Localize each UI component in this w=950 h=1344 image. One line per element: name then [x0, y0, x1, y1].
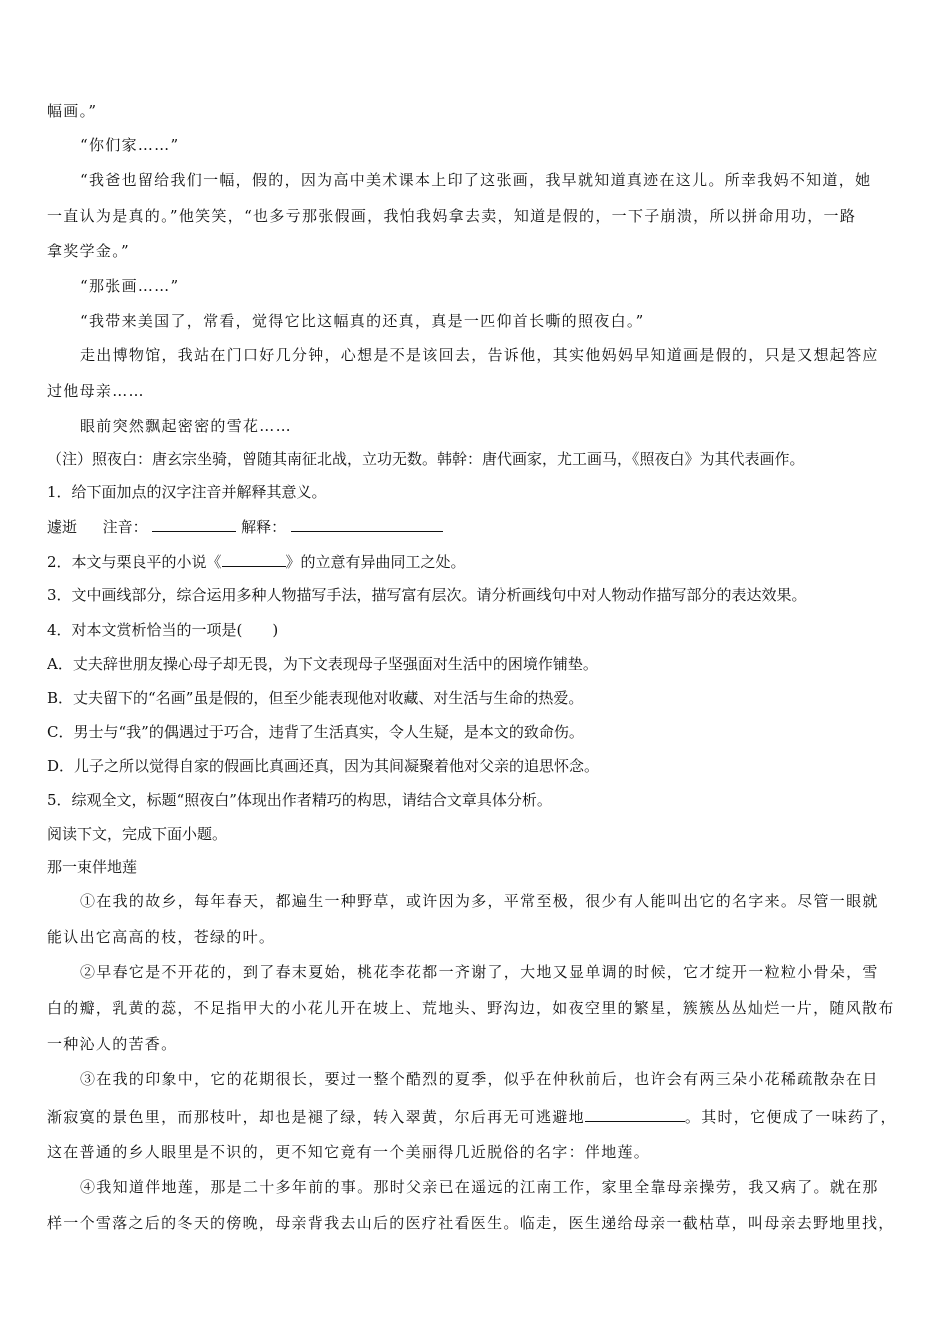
story2-line-7-text: 渐寂寞的景色里，而那枝叶，却也是褪了绿，转入翠黄，尔后再无可逃避地 [47, 1108, 585, 1126]
pinyin-blank[interactable] [152, 516, 236, 532]
meaning-label: 解释： [241, 518, 287, 536]
story2-line-10: 样一个雪落之后的冬天的傍晚，母亲背我去山后的医疗社看医生。临走，医生递给母亲一截枯草，叫母亲去野地里找， [47, 1214, 895, 1232]
story1-line-7: “我带来美国了，常看，觉得它比这幅真的还真，真是一匹仰首长嘶的照夜白。” [80, 312, 645, 330]
option-b: B．丈夫留下的“名画”虽是假的，但至少能表现他对收藏、对生活与生命的热爱。 [47, 689, 584, 707]
question-2-suffix: 》的立意有异曲同工之处。 [285, 553, 466, 571]
question-1: 1．给下面加点的汉字注音并解释其意义。 [47, 483, 327, 501]
story1-line-10: 眼前突然飘起密密的雪花…… [80, 417, 292, 435]
question-5: 5．综观全文，标题“照夜白”体现出作者精巧的构思，请结合文章具体分析。 [47, 791, 552, 809]
story1-line-1: 幅画。” [47, 102, 98, 120]
story2-line-6: ③在我的印象中，它的花期很长，要过一整个酷烈的夏季，似乎在仲秋前后，也许会有两三朵小花稀疏散杂在日 [80, 1070, 879, 1088]
story2-line-5: 一种沁人的苦香。 [47, 1035, 178, 1053]
story1-line-2: “你们家……” [80, 136, 180, 154]
story2-line-2: 能认出它高高的枝，苍绿的叶。 [47, 928, 276, 946]
story1-line-3: “我爸也留给我们一幅，假的，因为高中美术课本上印了这张画，我早就知道真迹在这儿。所幸我妈不知道，她 [80, 171, 872, 189]
story2-line-7-tail: 。其时，它便成了一味药了， [684, 1108, 897, 1126]
option-c: C．男士与“我”的偶遇过于巧合，违背了生活真实，令人生疑，是本文的致命伤。 [47, 723, 584, 741]
story1-note: （注）照夜白：唐玄宗坐骑，曾随其南征北战，立功无数。韩幹：唐代画家，尤工画马，《照夜白》为其代表画作。 [47, 450, 805, 468]
story2-title: 那一束伴地莲 [47, 858, 138, 876]
question-2-prefix: 2．本文与栗良平的小说《 [47, 553, 222, 571]
option-d: D．儿子之所以觉得自家的假画比真画还真，因为其间凝聚着他对父亲的追思怀念。 [47, 757, 600, 775]
story2-line-1: ①在我的故乡，每年春天，都遍生一种野草，或许因为多，平常至极，很少有人能叫出它的名字来。尽管一眼就 [80, 892, 879, 910]
dotted-word: 遽逝 [47, 518, 78, 536]
story1-line-5: 拿奖学金。” [47, 242, 130, 260]
novel-title-blank[interactable] [222, 551, 286, 567]
option-a: A．丈夫辞世朋友操心母子却无畏，为下文表现母子坚强面对生活中的困境作铺垫。 [47, 655, 598, 673]
reading-instruction: 阅读下文，完成下面小题。 [47, 825, 228, 843]
story1-line-4: 一直认为是真的。”他笑笑，“也多亏那张假画，我怕我妈拿去卖，知道是假的，一下子崩溃，所以拼命用功，一路 [47, 207, 857, 225]
story2-line-4: 白的瓣，乳黄的蕊，不足指甲大的小花儿开在坡上、荒地头、野沟边，如夜空里的繁星，簇簇丛丛灿烂一片，随风散布 [47, 999, 895, 1017]
story1-line-6: “那张画……” [80, 277, 180, 295]
story2-line-7 [47, 1106, 905, 1127]
question-3: 3．文中画线部分，综合运用多种人物描写手法，描写富有层次。请分析画线句中对人物动作描写部分的表达效果。 [47, 586, 807, 604]
question-4: 4．对本文赏析恰当的一项是( ) [47, 621, 279, 639]
story2-blank[interactable] [585, 1106, 685, 1122]
story2-line-8: 这在普通的乡人眼里是不识的，更不知它竟有一个美丽得几近脱俗的名字：伴地莲。 [47, 1143, 651, 1161]
question-2 [47, 551, 905, 572]
pinyin-label: 注音： [102, 518, 148, 536]
story1-line-9: 过他母亲…… [47, 382, 145, 400]
question-1-answer-row [47, 516, 905, 537]
meaning-blank[interactable] [291, 516, 443, 532]
story2-line-9: ④我知道伴地莲，那是二十多年前的事。那时父亲已在遥远的江南工作，家里全靠母亲操劳，我又病了。就在那 [80, 1178, 879, 1196]
story1-line-8: 走出博物馆，我站在门口好几分钟，心想是不是该回去，告诉他，其实他妈妈早知道画是假的，只是又想起答应 [80, 346, 879, 364]
story2-line-3: ②早春它是不开花的，到了春末夏始，桃花李花都一齐谢了，大地又显单调的时候，它才绽开一粒粒小骨朵，雪 [80, 963, 879, 981]
